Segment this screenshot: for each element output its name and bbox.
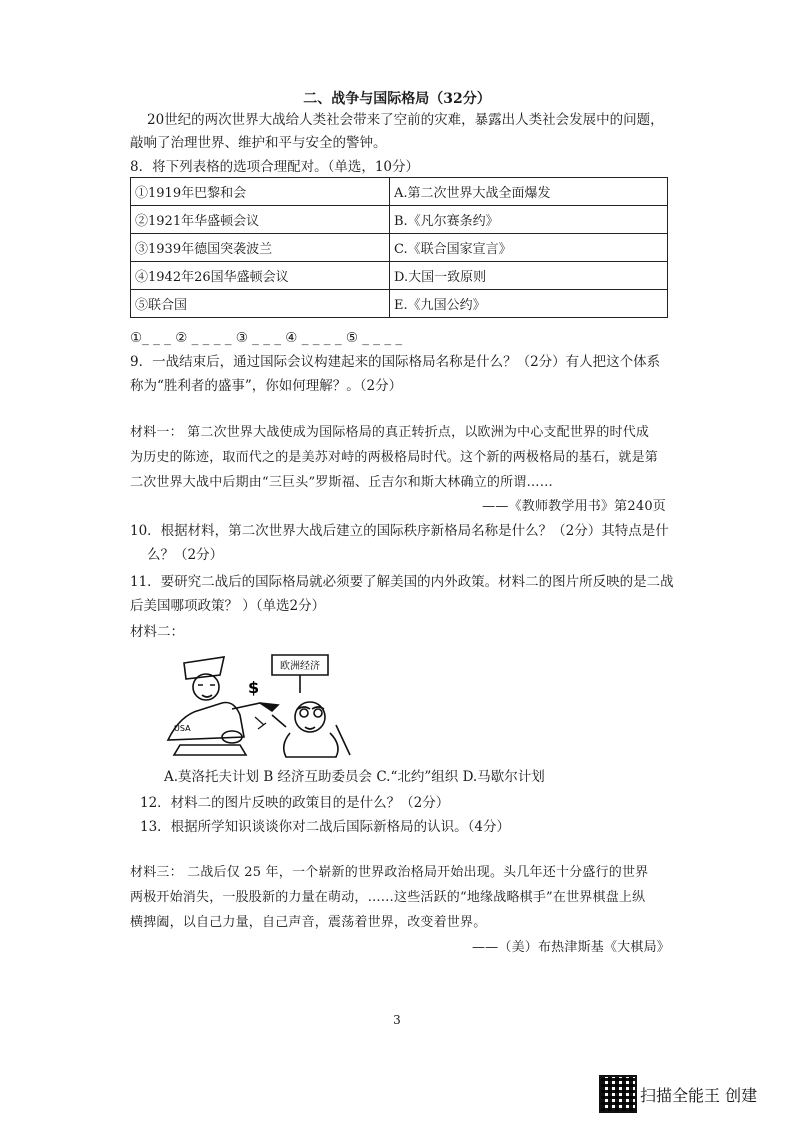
question-8: 8．将下列表格的选项合理配对。（单选，10分） [130,159,420,175]
question-12: 12．材料二的图片反映的政策目的是什么？（2分） [140,795,450,811]
table-row [131,206,668,234]
intro-line-2: 敲响了治理世界、维护和平与安全的警钟。 [130,135,387,151]
table-cell-left: ④1942年26国华盛顿会议 [131,262,390,290]
page-number: 3 [393,1013,401,1027]
cartoon-dollar-sign: $ [248,678,260,697]
table-cell-left: ①1919年巴黎和会 [131,178,390,206]
material-3-source: ——（美）布热津斯基《大棋局》 [471,940,670,955]
material-3-line-2: 两极开始消失，一股股新的力量在萌动，……这些活跃的“地缘战略棋手”在世界棋盘上纵 [130,890,646,905]
table-row [131,262,668,290]
material-1-line-3: 二次世界大战中后期由“三巨头”罗斯福、丘吉尔和斯大林确立的所谓…… [130,475,553,490]
intro-line-1: 20世纪的两次世界大战给人类社会带来了空前的灾难，暴露出人类社会发展中的问题， [147,112,664,128]
material-3-line-3: 横捭阖，以自己力量，自己声音，震荡着世界，改变着世界。 [130,915,487,930]
question-9-line-2: 称为“胜利者的盛事”，你如何理解？。（2分） [130,378,403,394]
material-3-line-1: 材料三： 二战后仅 25 年，一个崭新的世界政治格局开始出现。头几年还十分盛行的世界 [130,865,649,880]
question-11-line-1: 11．要研究二战后的国际格局就必须要了解美国的内外政策。材料二的图片所反映的是二战 [130,574,674,590]
section-title: 二、战争与国际格局（32分） [303,91,491,107]
table-cell-right: D.大国一致原则 [390,262,668,290]
matching-table [130,177,668,318]
question-10-line-1: 10．根据材料，第二次世界大战后建立的国际秩序新格局名称是什么？（2分）其特点是什 [130,523,669,539]
table-cell-left: ③1939年德国突袭波兰 [131,234,390,262]
table-row [131,290,668,318]
table-cell-left: ⑤联合国 [131,290,390,318]
scanner-watermark: 扫描全能王 创建 [640,1086,758,1105]
table-cell-right: C.《联合国家宣言》 [390,234,668,262]
question-13: 13．根据所学知识谈谈你对二战后国际新格局的认识。（4分） [140,819,511,835]
answer-blanks[interactable]: ①_ _ _ ② _ _ _ _ ③ _ _ _ ④ _ _ _ _ ⑤ _ _ _ _ [130,330,403,346]
table-cell-right: B.《凡尔赛条约》 [390,206,668,234]
question-11-line-2: 后美国哪项政策？ ）（单选2分） [130,598,326,614]
cartoon-usa-label: USA [174,724,191,733]
table-row [131,234,668,262]
table-row [131,178,668,206]
material-1-line-2: 为历史的陈迹，取而代之的是美苏对峙的两极格局时代。这个新的两极格局的基石，就是第 [130,450,659,465]
material-2-label: 材料二： [130,624,184,640]
material-1-source: ——《教师教学用书》第240页 [482,499,666,514]
table-cell-right: A.第二次世界大战全面爆发 [390,178,668,206]
table-cell-left: ②1921年华盛顿会议 [131,206,390,234]
cartoon-sign-label: 欧洲经济 [280,661,320,672]
question-10-line-2: 么？（2分） [147,547,224,563]
question-11-options: A.莫洛托夫计划 B 经济互助委员会 C.“北约”组织 D.马歇尔计划 [164,769,545,785]
table-cell-right: E.《九国公约》 [390,290,668,318]
question-9-line-1: 9．一战结束后，通过国际会议构建起来的国际格局名称是什么？（2分）有人把这个体系 [130,354,661,370]
marshall-plan-cartoon [160,645,380,760]
qr-code-icon [599,1075,637,1113]
material-1-line-1: 材料一： 第二次世界大战使成为国际格局的真正转折点，以欧洲为中心支配世界的时代成 [130,425,650,440]
